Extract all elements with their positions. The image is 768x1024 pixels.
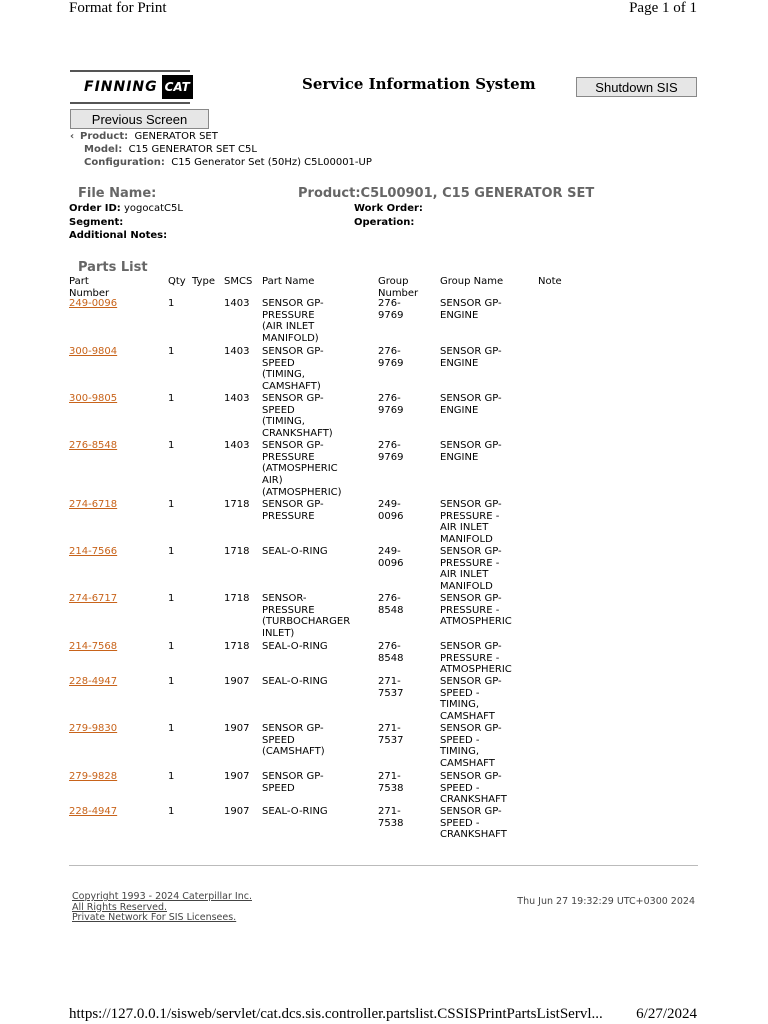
group-name-cell: SENSOR GP- PRESSURE - ATMOSPHERIC [440, 593, 512, 628]
qty-cell: 1 [168, 298, 175, 309]
group-number-cell: 271- 7537 [378, 723, 404, 746]
order-id-value: yogocatC5L [124, 203, 183, 214]
part-name-cell: SENSOR GP- SPEED (TIMING, CAMSHAFT) [262, 346, 324, 393]
print-footer-date: 6/27/2024 [636, 1006, 697, 1022]
smcs-cell: 1718 [224, 546, 250, 557]
qty-cell: 1 [168, 546, 175, 557]
group-number-cell: 276- 9769 [378, 298, 404, 321]
part-name-cell: SENSOR GP- PRESSURE (ATMOSPHERIC AIR) (ATMOSPHERIC) [262, 440, 342, 498]
configuration-value: C15 Generator Set (50Hz) C5L00001-UP [171, 157, 372, 168]
header-group-name: Group Name [440, 276, 504, 287]
product-title: Product:C5L00901, C15 GENERATOR SET [298, 186, 595, 201]
timestamp: Thu Jun 27 19:32:29 UTC+0300 2024 [517, 896, 695, 907]
copyright [72, 892, 252, 924]
smcs-cell: 1403 [224, 298, 250, 309]
part-name-cell: SENSOR GP- SPEED (CAMSHAFT) [262, 723, 325, 758]
finning-cat-logo [70, 70, 190, 104]
print-footer-url: https://127.0.0.1/sisweb/servlet/cat.dcs.sis.controller.partslist.CSSISPrintPartsListServl... [69, 1006, 603, 1022]
page-title: Service Information System [302, 75, 536, 93]
part-number-link[interactable]: 300-9805 [69, 393, 118, 404]
group-name-cell: SENSOR GP- ENGINE [440, 440, 502, 463]
part-name-cell: SEAL-O-RING [262, 546, 328, 557]
header-qty: Qty [168, 276, 186, 287]
header-note: Note [538, 276, 562, 287]
part-number-link[interactable]: 228-4947 [69, 676, 118, 687]
part-number-link[interactable]: 249-0096 [69, 298, 118, 309]
group-name-cell: SENSOR GP- SPEED - TIMING, CAMSHAFT [440, 723, 502, 770]
header-part-number: Part Number [69, 276, 110, 299]
configuration-label: Configuration: [84, 157, 165, 168]
smcs-cell: 1403 [224, 346, 250, 357]
group-number-cell: 271- 7538 [378, 771, 404, 794]
part-name-cell: SENSOR GP- PRESSURE (AIR INLET MANIFOLD) [262, 298, 324, 345]
part-number-link[interactable]: 279-9828 [69, 771, 118, 782]
part-name-cell: SEAL-O-RING [262, 641, 328, 652]
group-name-cell: SENSOR GP- PRESSURE - AIR INLET MANIFOLD [440, 499, 502, 546]
print-page-number: Page 1 of 1 [629, 0, 697, 16]
logo-cat-badge: CAT [162, 75, 193, 99]
qty-cell: 1 [168, 771, 175, 782]
qty-cell: 1 [168, 676, 175, 687]
copyright-link[interactable]: Copyright 1993 - 2024 Caterpillar Inc. [72, 891, 252, 902]
part-number-link[interactable]: 276-8548 [69, 440, 118, 451]
smcs-cell: 1718 [224, 641, 250, 652]
qty-cell: 1 [168, 346, 175, 357]
logo-finning-text: FINNING [84, 79, 158, 95]
group-number-cell: 276- 9769 [378, 440, 404, 463]
smcs-cell: 1907 [224, 676, 250, 687]
group-number-cell: 276- 9769 [378, 393, 404, 416]
private-network-link[interactable]: Private Network For SIS Licensees. [72, 912, 237, 923]
part-name-cell: SEAL-O-RING [262, 806, 328, 817]
smcs-cell: 1403 [224, 440, 250, 451]
header-part-name: Part Name [262, 276, 315, 287]
group-name-cell: SENSOR GP- ENGINE [440, 393, 502, 416]
smcs-cell: 1718 [224, 593, 250, 604]
qty-cell: 1 [168, 806, 175, 817]
operation-label: Operation: [354, 216, 415, 228]
part-name-cell: SENSOR GP- SPEED (TIMING, CRANKSHAFT) [262, 393, 333, 440]
smcs-cell: 1907 [224, 771, 250, 782]
qty-cell: 1 [168, 499, 175, 510]
smcs-cell: 1403 [224, 393, 250, 404]
group-name-cell: SENSOR GP- ENGINE [440, 298, 502, 321]
order-info-right [354, 202, 423, 229]
group-name-cell: SENSOR GP- SPEED - TIMING, CAMSHAFT [440, 676, 502, 723]
segment-label: Segment: [69, 216, 124, 228]
qty-cell: 1 [168, 593, 175, 604]
group-number-cell: 249- 0096 [378, 499, 404, 522]
group-number-cell: 276- 9769 [378, 346, 404, 369]
header-group-number: Group Number [378, 276, 419, 299]
print-header-title: Format for Print [69, 0, 167, 16]
group-name-cell: SENSOR GP- PRESSURE - AIR INLET MANIFOLD [440, 546, 502, 593]
file-name-label: File Name: [78, 186, 157, 201]
breadcrumb [70, 130, 372, 169]
group-number-cell: 271- 7537 [378, 676, 404, 699]
group-name-cell: SENSOR GP- PRESSURE - ATMOSPHERIC [440, 641, 512, 676]
model-label: Model: [84, 144, 123, 155]
part-number-link[interactable]: 279-9830 [69, 723, 118, 734]
part-name-cell: SENSOR GP- PRESSURE [262, 499, 324, 522]
divider [69, 865, 698, 866]
qty-cell: 1 [168, 641, 175, 652]
part-number-link[interactable]: 274-6718 [69, 499, 118, 510]
header-type: Type [192, 276, 215, 287]
part-name-cell: SEAL-O-RING [262, 676, 328, 687]
work-order-label: Work Order: [354, 203, 423, 214]
qty-cell: 1 [168, 723, 175, 734]
part-number-link[interactable]: 300-9804 [69, 346, 118, 357]
group-number-cell: 276- 8548 [378, 593, 404, 616]
header-smcs: SMCS [224, 276, 253, 287]
part-number-link[interactable]: 214-7566 [69, 546, 118, 557]
product-value: GENERATOR SET [134, 131, 218, 142]
part-number-link[interactable]: 274-6717 [69, 593, 118, 604]
group-number-cell: 271- 7538 [378, 806, 404, 829]
qty-cell: 1 [168, 440, 175, 451]
model-value: C15 GENERATOR SET C5L [128, 144, 257, 155]
smcs-cell: 1907 [224, 723, 250, 734]
group-name-cell: SENSOR GP- SPEED - CRANKSHAFT [440, 806, 507, 841]
previous-screen-button[interactable]: Previous Screen [70, 109, 209, 129]
group-number-cell: 276- 8548 [378, 641, 404, 664]
group-name-cell: SENSOR GP- SPEED - CRANKSHAFT [440, 771, 507, 806]
part-name-cell: SENSOR- PRESSURE (TURBOCHARGER INLET) [262, 593, 351, 640]
rights-reserved-link[interactable]: All Rights Reserved. [72, 901, 168, 913]
chevron-left-icon[interactable]: ‹ [70, 131, 75, 142]
smcs-cell: 1907 [224, 806, 250, 817]
product-label: Product: [80, 131, 129, 142]
part-number-link[interactable]: 228-4947 [69, 806, 118, 817]
order-info-left [69, 202, 183, 243]
part-number-link[interactable]: 214-7568 [69, 641, 118, 652]
smcs-cell: 1718 [224, 499, 250, 510]
parts-list-title: Parts List [78, 260, 148, 275]
qty-cell: 1 [168, 393, 175, 404]
shutdown-sis-button[interactable]: Shutdown SIS [576, 77, 697, 97]
group-number-cell: 249- 0096 [378, 546, 404, 569]
group-name-cell: SENSOR GP- ENGINE [440, 346, 502, 369]
order-id-label: Order ID: [69, 203, 121, 214]
part-name-cell: SENSOR GP- SPEED [262, 771, 324, 794]
additional-notes-label: Additional Notes: [69, 230, 168, 241]
